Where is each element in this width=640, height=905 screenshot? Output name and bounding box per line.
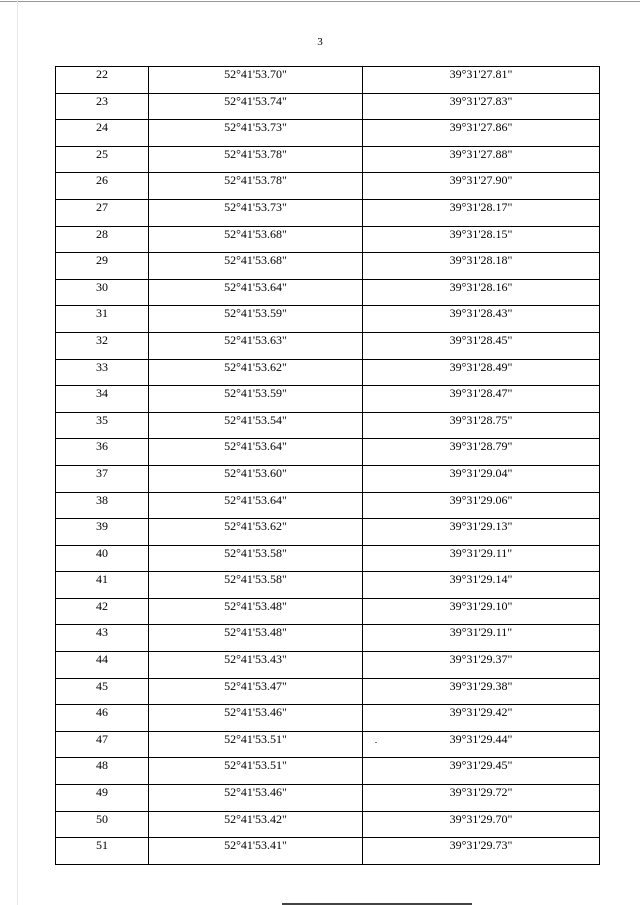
- table-row: [56, 386, 600, 413]
- latitude-cell: 52°41'53.46": [149, 705, 363, 732]
- point-number-cell: 25: [56, 146, 149, 173]
- longitude-cell: 39°31'29.04": [363, 465, 600, 492]
- latitude-cell: 52°41'53.73": [149, 199, 363, 226]
- point-number-cell: 23: [56, 93, 149, 120]
- latitude-cell: 52°41'53.68": [149, 253, 363, 280]
- point-number-cell: 39: [56, 519, 149, 546]
- point-number-cell: 49: [56, 785, 149, 812]
- longitude-cell: 39°31'28.17": [363, 199, 600, 226]
- longitude-cell: 39°31'27.86": [363, 120, 600, 147]
- longitude-cell: 39°31'28.79": [363, 439, 600, 466]
- longitude-cell: 39°31'29.06": [363, 492, 600, 519]
- longitude-cell: 39°31'28.47": [363, 386, 600, 413]
- latitude-cell: 52°41'53.70": [149, 67, 363, 94]
- table-row: [56, 226, 600, 253]
- table-row: [56, 279, 600, 306]
- point-number-cell: 29: [56, 253, 149, 280]
- longitude-cell: 39°31'29.13": [363, 519, 600, 546]
- table-row: [56, 519, 600, 546]
- scan-speck: [375, 742, 377, 743]
- point-number-cell: 48: [56, 758, 149, 785]
- point-number-cell: 26: [56, 173, 149, 200]
- table-row: [56, 332, 600, 359]
- latitude-cell: 52°41'53.60": [149, 465, 363, 492]
- latitude-cell: 52°41'53.59": [149, 306, 363, 333]
- point-number-cell: 42: [56, 598, 149, 625]
- point-number-cell: 45: [56, 678, 149, 705]
- latitude-cell: 52°41'53.59": [149, 386, 363, 413]
- latitude-cell: 52°41'53.64": [149, 279, 363, 306]
- latitude-cell: 52°41'53.68": [149, 226, 363, 253]
- table-row: [56, 678, 600, 705]
- longitude-cell: 39°31'27.81": [363, 67, 600, 94]
- longitude-cell: 39°31'29.38": [363, 678, 600, 705]
- point-number-cell: 36: [56, 439, 149, 466]
- longitude-cell: 39°31'29.44": [363, 731, 600, 758]
- latitude-cell: 52°41'53.58": [149, 572, 363, 599]
- point-number-cell: 40: [56, 545, 149, 572]
- longitude-cell: 39°31'27.90": [363, 173, 600, 200]
- point-number-cell: 34: [56, 386, 149, 413]
- latitude-cell: 52°41'53.54": [149, 412, 363, 439]
- table-row: [56, 545, 600, 572]
- latitude-cell: 52°41'53.78": [149, 173, 363, 200]
- longitude-cell: 39°31'29.11": [363, 545, 600, 572]
- point-number-cell: 31: [56, 306, 149, 333]
- page-number: 3: [317, 36, 323, 48]
- latitude-cell: 52°41'53.74": [149, 93, 363, 120]
- table-row: [56, 492, 600, 519]
- latitude-cell: 52°41'53.41": [149, 838, 363, 865]
- table-row: [56, 785, 600, 812]
- table-row: [56, 598, 600, 625]
- longitude-cell: 39°31'29.10": [363, 598, 600, 625]
- longitude-cell: 39°31'27.83": [363, 93, 600, 120]
- latitude-cell: 52°41'53.58": [149, 545, 363, 572]
- latitude-cell: 52°41'53.42": [149, 811, 363, 838]
- longitude-cell: 39°31'28.49": [363, 359, 600, 386]
- latitude-cell: 52°41'53.62": [149, 359, 363, 386]
- latitude-cell: 52°41'53.73": [149, 120, 363, 147]
- point-number-cell: 50: [56, 811, 149, 838]
- table-row: [56, 731, 600, 758]
- coordinates-table: [55, 66, 600, 865]
- table-row: [56, 439, 600, 466]
- scan-top-border: [0, 1, 640, 2]
- latitude-cell: 52°41'53.47": [149, 678, 363, 705]
- point-number-cell: 33: [56, 359, 149, 386]
- latitude-cell: 52°41'53.48": [149, 598, 363, 625]
- longitude-cell: 39°31'29.72": [363, 785, 600, 812]
- table-row: [56, 412, 600, 439]
- latitude-cell: 52°41'53.51": [149, 731, 363, 758]
- longitude-cell: 39°31'29.45": [363, 758, 600, 785]
- longitude-cell: 39°31'28.75": [363, 412, 600, 439]
- point-number-cell: 24: [56, 120, 149, 147]
- latitude-cell: 52°41'53.63": [149, 332, 363, 359]
- latitude-cell: 52°41'53.64": [149, 439, 363, 466]
- point-number-cell: 32: [56, 332, 149, 359]
- latitude-cell: 52°41'53.64": [149, 492, 363, 519]
- point-number-cell: 37: [56, 465, 149, 492]
- longitude-cell: 39°31'28.18": [363, 253, 600, 280]
- table-row: [56, 705, 600, 732]
- latitude-cell: 52°41'53.46": [149, 785, 363, 812]
- table-row: [56, 253, 600, 280]
- longitude-cell: 39°31'28.16": [363, 279, 600, 306]
- point-number-cell: 38: [56, 492, 149, 519]
- table-row: [56, 359, 600, 386]
- table-row: [56, 199, 600, 226]
- point-number-cell: 41: [56, 572, 149, 599]
- point-number-cell: 30: [56, 279, 149, 306]
- point-number-cell: 27: [56, 199, 149, 226]
- table-row: [56, 652, 600, 679]
- longitude-cell: 39°31'29.37": [363, 652, 600, 679]
- longitude-cell: 39°31'29.42": [363, 705, 600, 732]
- latitude-cell: 52°41'53.43": [149, 652, 363, 679]
- latitude-cell: 52°41'53.48": [149, 625, 363, 652]
- table-row: [56, 625, 600, 652]
- table-row: [56, 306, 600, 333]
- longitude-cell: 39°31'28.43": [363, 306, 600, 333]
- longitude-cell: 39°31'28.15": [363, 226, 600, 253]
- coordinates-table-body: [56, 67, 600, 865]
- table-row: [56, 120, 600, 147]
- table-row: [56, 758, 600, 785]
- point-number-cell: 22: [56, 67, 149, 94]
- table-row: [56, 146, 600, 173]
- point-number-cell: 35: [56, 412, 149, 439]
- longitude-cell: 39°31'29.70": [363, 811, 600, 838]
- point-number-cell: 47: [56, 731, 149, 758]
- longitude-cell: 39°31'29.14": [363, 572, 600, 599]
- scan-left-edge: [17, 0, 18, 905]
- latitude-cell: 52°41'53.51": [149, 758, 363, 785]
- table-row: [56, 811, 600, 838]
- longitude-cell: 39°31'29.73": [363, 838, 600, 865]
- point-number-cell: 28: [56, 226, 149, 253]
- point-number-cell: 51: [56, 838, 149, 865]
- table-row: [56, 838, 600, 865]
- longitude-cell: 39°31'28.45": [363, 332, 600, 359]
- table-row: [56, 173, 600, 200]
- table-row: [56, 465, 600, 492]
- table-row: [56, 67, 600, 94]
- latitude-cell: 52°41'53.78": [149, 146, 363, 173]
- point-number-cell: 46: [56, 705, 149, 732]
- longitude-cell: 39°31'29.11": [363, 625, 600, 652]
- latitude-cell: 52°41'53.62": [149, 519, 363, 546]
- table-row: [56, 572, 600, 599]
- point-number-cell: 43: [56, 625, 149, 652]
- table-row: [56, 93, 600, 120]
- longitude-cell: 39°31'27.88": [363, 146, 600, 173]
- point-number-cell: 44: [56, 652, 149, 679]
